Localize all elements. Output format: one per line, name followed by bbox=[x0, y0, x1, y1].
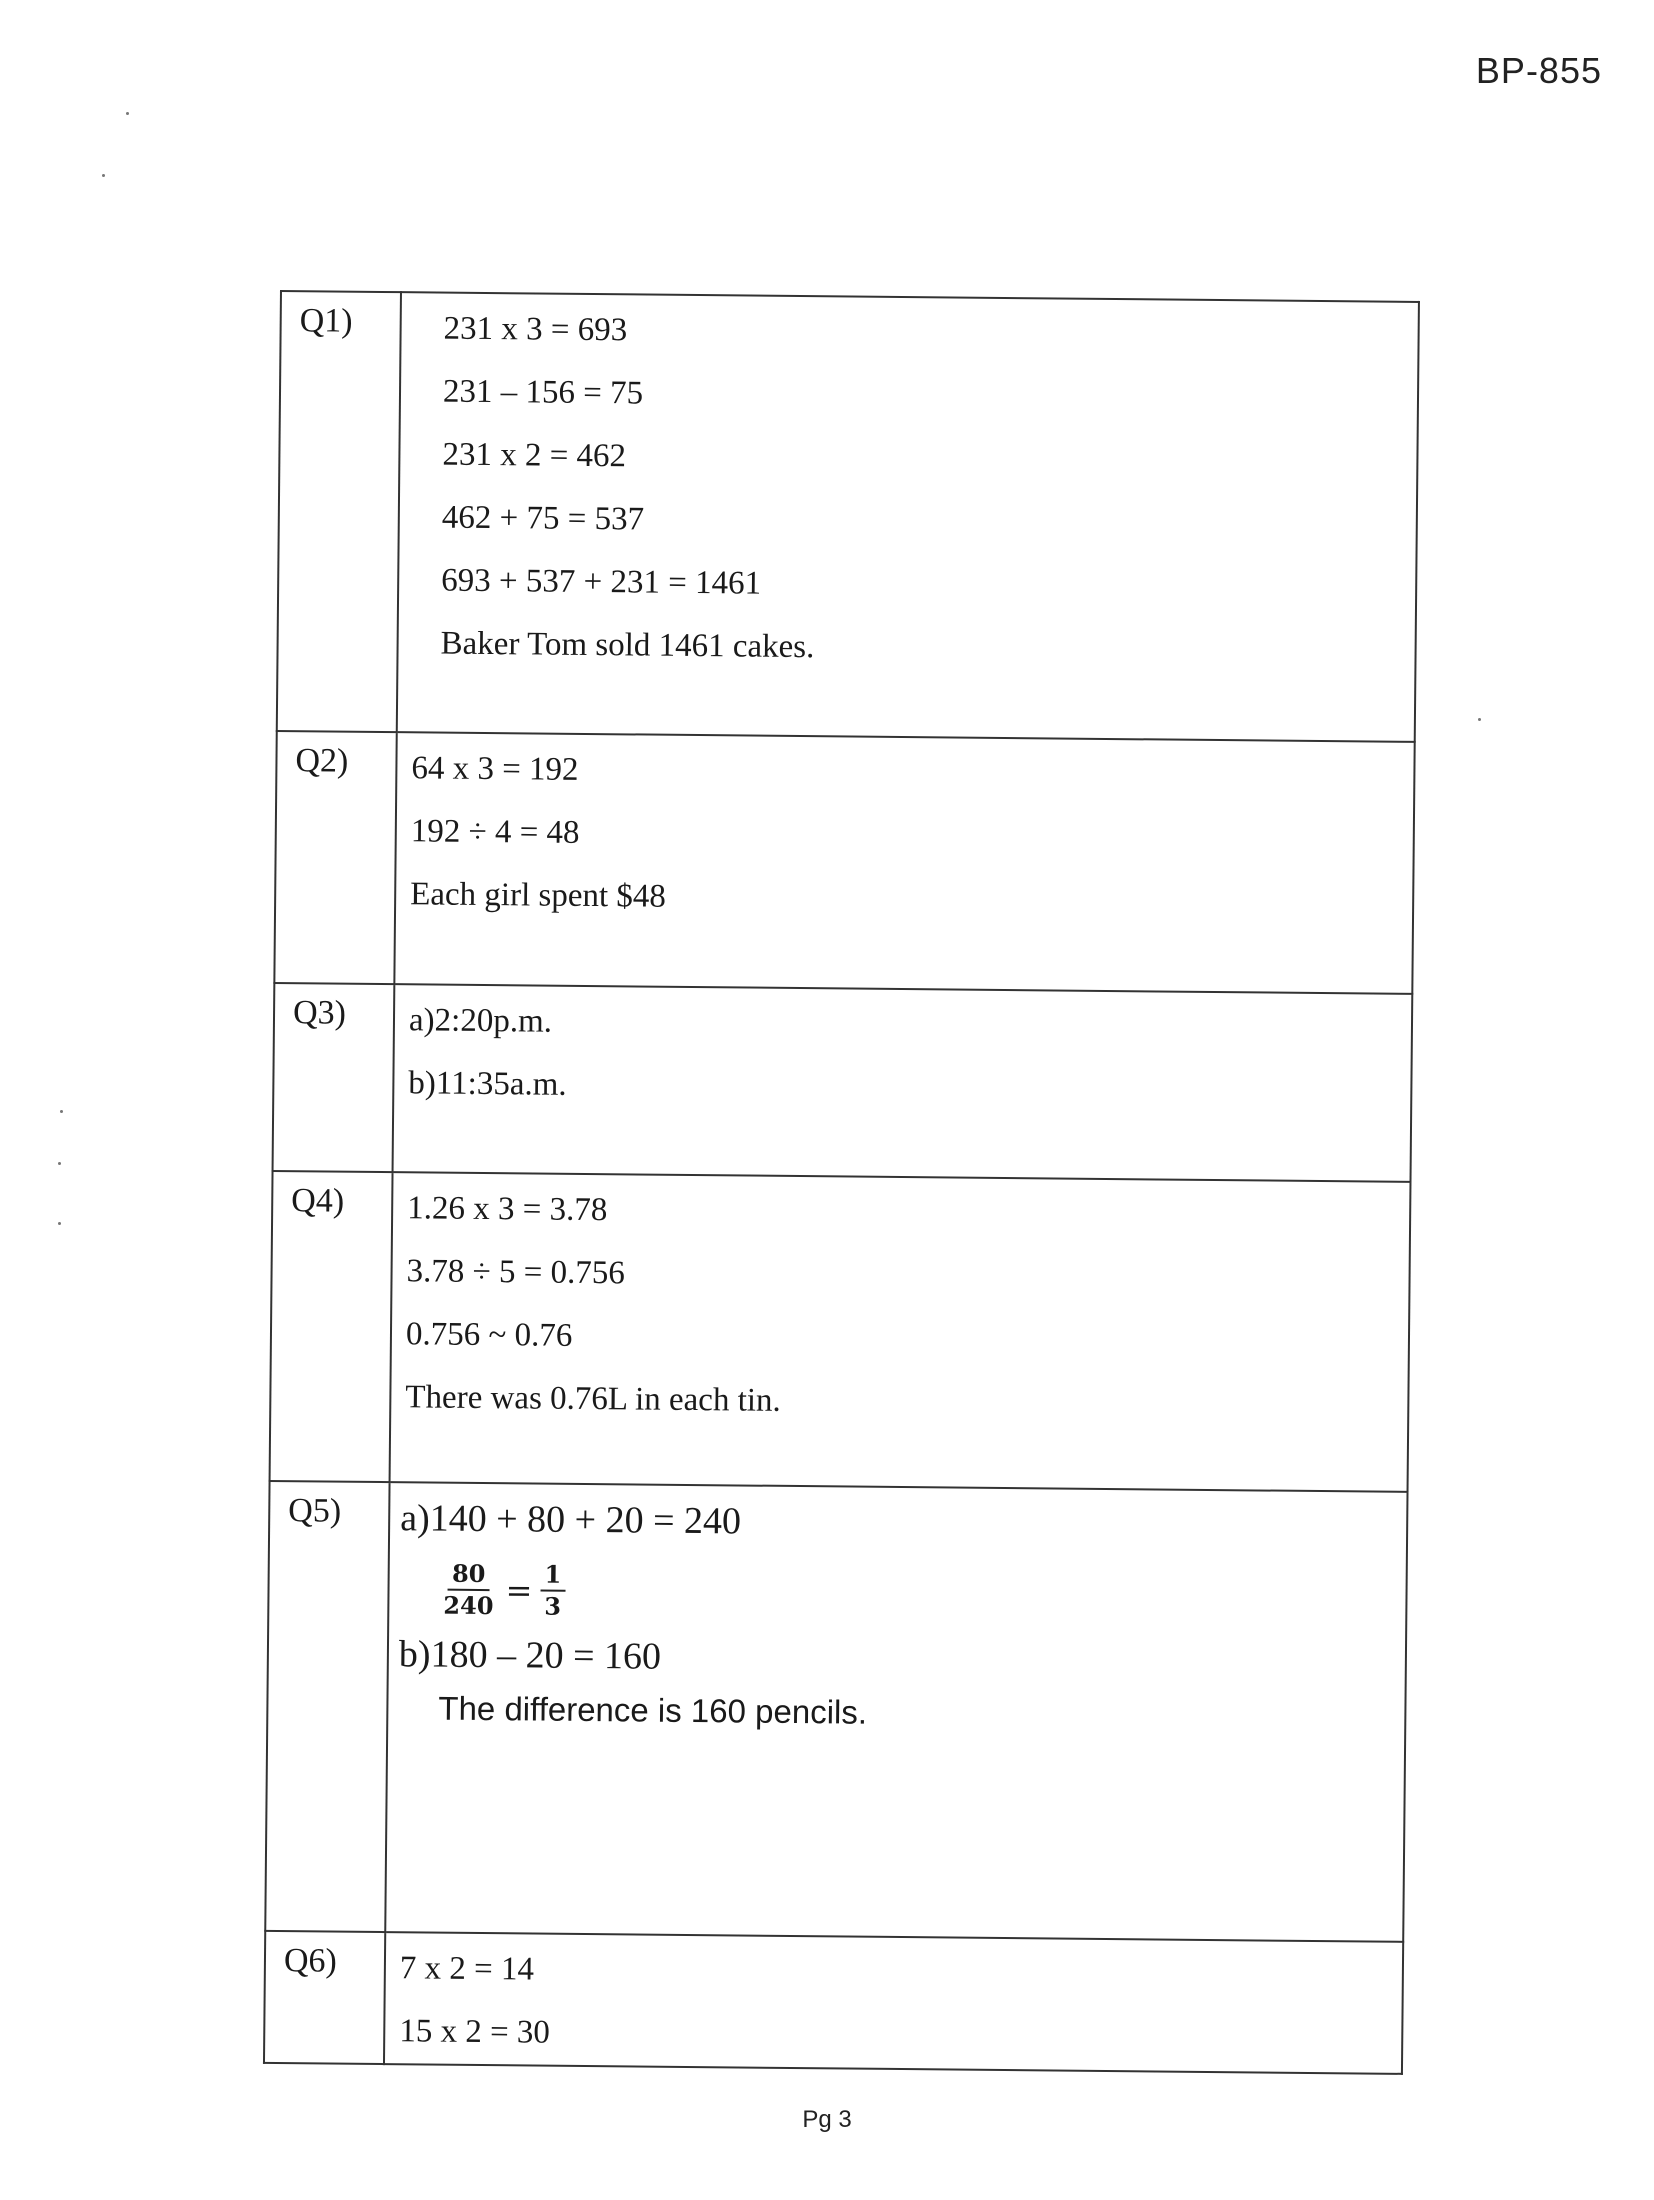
table-row bbox=[273, 983, 1413, 1182]
table-row bbox=[265, 1481, 1407, 1942]
fraction-equation bbox=[439, 1551, 1406, 1638]
table-row bbox=[277, 291, 1419, 742]
working-line: b)180 – 20 = 160 bbox=[398, 1633, 662, 1678]
page-number: Pg 3 bbox=[802, 2106, 852, 2133]
working-line: 462 + 75 = 537 bbox=[441, 499, 645, 538]
working-line: 7 x 2 = 14 bbox=[399, 1950, 535, 1988]
working-line: a)140 + 80 + 20 = 240 bbox=[400, 1497, 742, 1543]
scan-speck bbox=[126, 112, 129, 115]
answer-statement: Each girl spent $48 bbox=[410, 876, 667, 915]
scan-speck bbox=[58, 1222, 61, 1225]
working-line: 231 x 2 = 462 bbox=[442, 436, 627, 475]
question-label: Q1) bbox=[277, 291, 401, 732]
answer-cell bbox=[397, 292, 1419, 742]
working-line: 0.756 ~ 0.76 bbox=[405, 1316, 573, 1354]
working-line: 192 ÷ 4 = 48 bbox=[410, 813, 580, 851]
answer-statement: The difference is 160 pencils. bbox=[438, 1689, 868, 1731]
answer-cell bbox=[393, 984, 1413, 1182]
fraction bbox=[439, 1559, 498, 1622]
numerator: 1 bbox=[540, 1560, 565, 1592]
working-line: 64 x 3 = 192 bbox=[411, 750, 579, 788]
denominator: 240 bbox=[443, 1590, 494, 1621]
question-label: Q6) bbox=[264, 1931, 385, 2064]
working-line: 1.26 x 3 = 3.78 bbox=[407, 1190, 608, 1229]
fraction bbox=[540, 1560, 565, 1622]
working-line: 231 x 3 = 693 bbox=[443, 310, 628, 349]
answer-table bbox=[263, 290, 1420, 2075]
working-line: b)11:35a.m. bbox=[408, 1065, 567, 1103]
scan-speck bbox=[58, 1162, 61, 1165]
working-line: 15 x 2 = 30 bbox=[399, 2013, 551, 2051]
equals-sign: = bbox=[505, 1571, 533, 1610]
question-label: Q5) bbox=[265, 1481, 389, 1932]
working-line: 231 – 156 = 75 bbox=[442, 373, 644, 412]
scan-speck bbox=[1478, 718, 1481, 721]
answer-cell bbox=[390, 1172, 1411, 1492]
answer-cell bbox=[394, 732, 1414, 994]
working-line: 3.78 ÷ 5 = 0.756 bbox=[406, 1253, 625, 1292]
scan-speck bbox=[60, 1110, 63, 1113]
table-row bbox=[264, 1931, 1403, 2074]
numerator: 80 bbox=[448, 1559, 490, 1591]
scan-speck bbox=[102, 174, 105, 177]
question-label: Q3) bbox=[273, 983, 395, 1172]
table-row bbox=[270, 1171, 1411, 1492]
answer-statement: There was 0.76L in each tin. bbox=[405, 1379, 781, 1419]
answer-statement: Baker Tom sold 1461 cakes. bbox=[440, 625, 815, 666]
working-line: a)2:20p.m. bbox=[408, 1002, 553, 1040]
denominator: 3 bbox=[544, 1591, 562, 1621]
question-label: Q4) bbox=[270, 1171, 393, 1482]
question-label: Q2) bbox=[274, 731, 396, 984]
answer-cell bbox=[385, 1482, 1407, 1942]
working-line: 693 + 537 + 231 = 1461 bbox=[441, 562, 762, 602]
table-row bbox=[274, 731, 1414, 994]
answer-cell bbox=[384, 1932, 1403, 2074]
document-code: BP-855 bbox=[1475, 50, 1602, 91]
